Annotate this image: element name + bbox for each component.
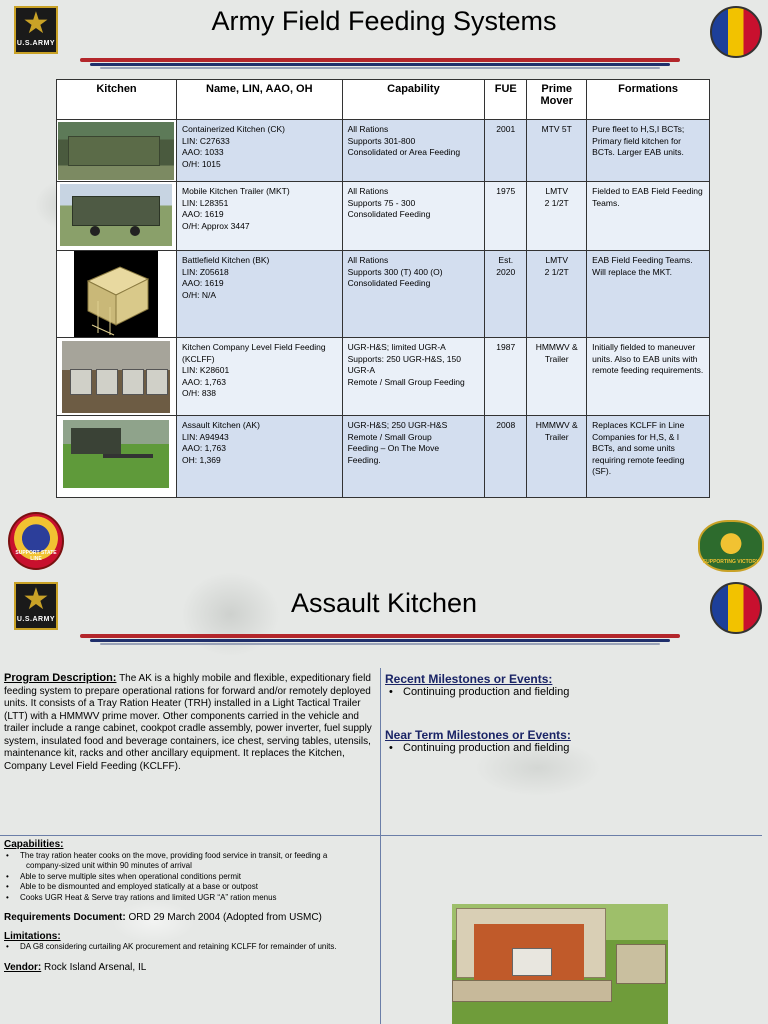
capabilities-section [4,840,378,973]
table-row [57,182,710,251]
name-cell: Kitchen Company Level Field Feeding (KCLFF) LIN: K28601 AAO: 1,763 O/H: 838 [176,338,342,416]
col-header-formations: Formations [587,80,710,120]
assault-kitchen-photo [63,420,169,488]
battlefield-kitchen-render [74,251,158,337]
capability-cell: All Rations Supports 75 - 300 Consolidated Feeding [342,182,485,251]
title-swoosh [80,58,680,72]
army-logo-text: U.S.ARMY [16,40,56,47]
vendor: Vendor: Rock Island Arsenal, IL [4,961,147,973]
col-header-name: Name, LIN, AAO, OH [176,80,342,120]
kitchen-table [56,79,710,498]
fue-cell: 2008 [485,416,527,498]
prime-mover-cell: HMMWV & Trailer [527,338,587,416]
prime-mover-cell: LMTV 2 1/2T [527,182,587,251]
near-term-milestones-heading: Near Term Milestones or Events: [385,728,571,742]
limitations-heading: Limitations: [4,930,61,942]
prime-mover-cell: HMMWV & Trailer [527,416,587,498]
capability-cell: UGR-H&S; limited UGR-A Supports: 250 UGR-H&S, 150 UGR-A Remote / Small Group Feeding [342,338,485,416]
program-description: Program Description: The AK is a highly mobile and flexible, expeditionary field feeding system to prepare operational rations for forward and/or remotely deployed units. It consists of a Tray Ration Heater (TRH) installed in a Light Tactical Trailer (LTT) with a HMMWV prime mover. Other components carried in the vehicle and trailer include a range cabinet, cookpot cradle assembly, power inverter, fuel supply system, insulated food and beverage containers, ice chest, serving tables, utensils, maintenance kit, racks and other ancillary equipment. It replaces the Kitchen, Company Level Field Feeding (KCLFF). [4,672,372,772]
name-cell: Battlefield Kitchen (BK) LIN: Z05618 AAO: 1619 O/H: N/A [176,251,342,338]
star-icon: ★ [22,583,50,616]
fue-cell: 2001 [485,120,527,182]
assault-kitchen-trailer-photo [452,904,668,1024]
kclff-photo [62,341,170,413]
slide1-title: Army Field Feeding Systems [211,6,557,36]
table-row [57,338,710,416]
prime-mover-cell: MTV 5T [527,120,587,182]
limitations-section [4,932,378,953]
col-header-kitchen: Kitchen [57,80,177,120]
capability-cell: UGR-H&S; 250 UGR-H&S Remote / Small Group Feeding – On The Move Feeding. [342,416,485,498]
tricolor-emblem-icon [710,6,762,58]
name-cell: Mobile Kitchen Trailer (MKT) LIN: L28351 AAO: 1619 O/H: Approx 3447 [176,182,342,251]
formations-cell: Pure fleet to H,S,I BCTs; Primary field kitchen for BCTs. Larger EAB units. [587,120,710,182]
title-swoosh [80,634,680,648]
table-row [57,416,710,498]
table-row [57,251,710,338]
army-logo-text: U.S.ARMY [16,616,56,623]
star-icon: ★ [22,7,50,40]
formations-cell: Replaces KCLFF in Line Companies for H,S, & I BCTs, and some units requiring remote feeding (SF). [587,416,710,498]
unit-badge-left-icon: SUPPORT STATE LINE [8,512,64,570]
table-header-row [57,80,710,120]
formations-cell: Fielded to EAB Field Feeding Teams. [587,182,710,251]
col-header-capability: Capability [342,80,485,120]
mobile-kitchen-trailer-photo [60,184,172,246]
list-item: • Continuing production and fielding [389,686,570,698]
capability-cell: All Rations Supports 301-800 Consolidated or Area Feeding [342,120,485,182]
name-cell: Assault Kitchen (AK) LIN: A94943 AAO: 1,763 OH: 1,369 [176,416,342,498]
unit-badge-right-icon: SUPPORTING VICTORY [698,520,764,572]
tricolor-emblem-icon [710,582,762,634]
capability-cell: All Rations Supports 300 (T) 400 (O) Consolidated Feeding [342,251,485,338]
slide2-title: Assault Kitchen [290,588,478,618]
section-divider-horizontal [0,835,762,836]
kitchen-image-cell [57,338,177,416]
list-item: • Continuing production and fielding [389,742,570,754]
list-item: • Able to serve multiple sites when operational conditions permit [6,871,242,881]
kitchen-image-cell [57,182,177,251]
list-item: • The tray ration heater cooks on the move, providing food service in transit, or feeding a [6,850,328,860]
containerized-kitchen-photo [58,122,174,180]
table-row [57,120,710,182]
capabilities-heading: Capabilities: [4,839,64,850]
formations-cell: Initially fielded to maneuver units. Also to EAB units with remote feeding requirements. [587,338,710,416]
kitchen-image-cell [57,416,177,498]
slide-assault-kitchen [0,576,768,1024]
fue-cell: 1975 [485,182,527,251]
list-item: • Able to be dismounted and employed statically at a base or outpost [6,882,258,891]
section-divider-vertical [380,668,381,1024]
list-item: • DA G8 considering curtailing AK procurement and retaining KCLFF for remainder of units. [6,942,337,951]
requirements-document: Requirements Document: ORD 29 March 2004 (Adopted from USMC) [4,912,322,923]
col-header-prime-mover: Prime Mover [527,80,587,120]
name-cell: Containerized Kitchen (CK) LIN: C27633 AAO: 1033 O/H: 1015 [176,120,342,182]
prime-mover-cell: LMTV 2 1/2T [527,251,587,338]
milestones-section [385,672,755,754]
kitchen-image-cell [57,251,177,338]
recent-milestones-heading: Recent Milestones or Events: [385,672,553,686]
fue-cell: Est. 2020 [485,251,527,338]
list-item: • Cooks UGR Heat & Serve tray rations and limited UGR “A” ration menus [6,892,277,902]
formations-cell: EAB Field Feeding Teams. Will replace the MKT. [587,251,710,338]
list-item-continuation: company-sized unit within 90 minutes of arrival [26,861,192,870]
col-header-fue: FUE [485,80,527,120]
fue-cell: 1987 [485,338,527,416]
kitchen-image-cell [57,120,177,182]
